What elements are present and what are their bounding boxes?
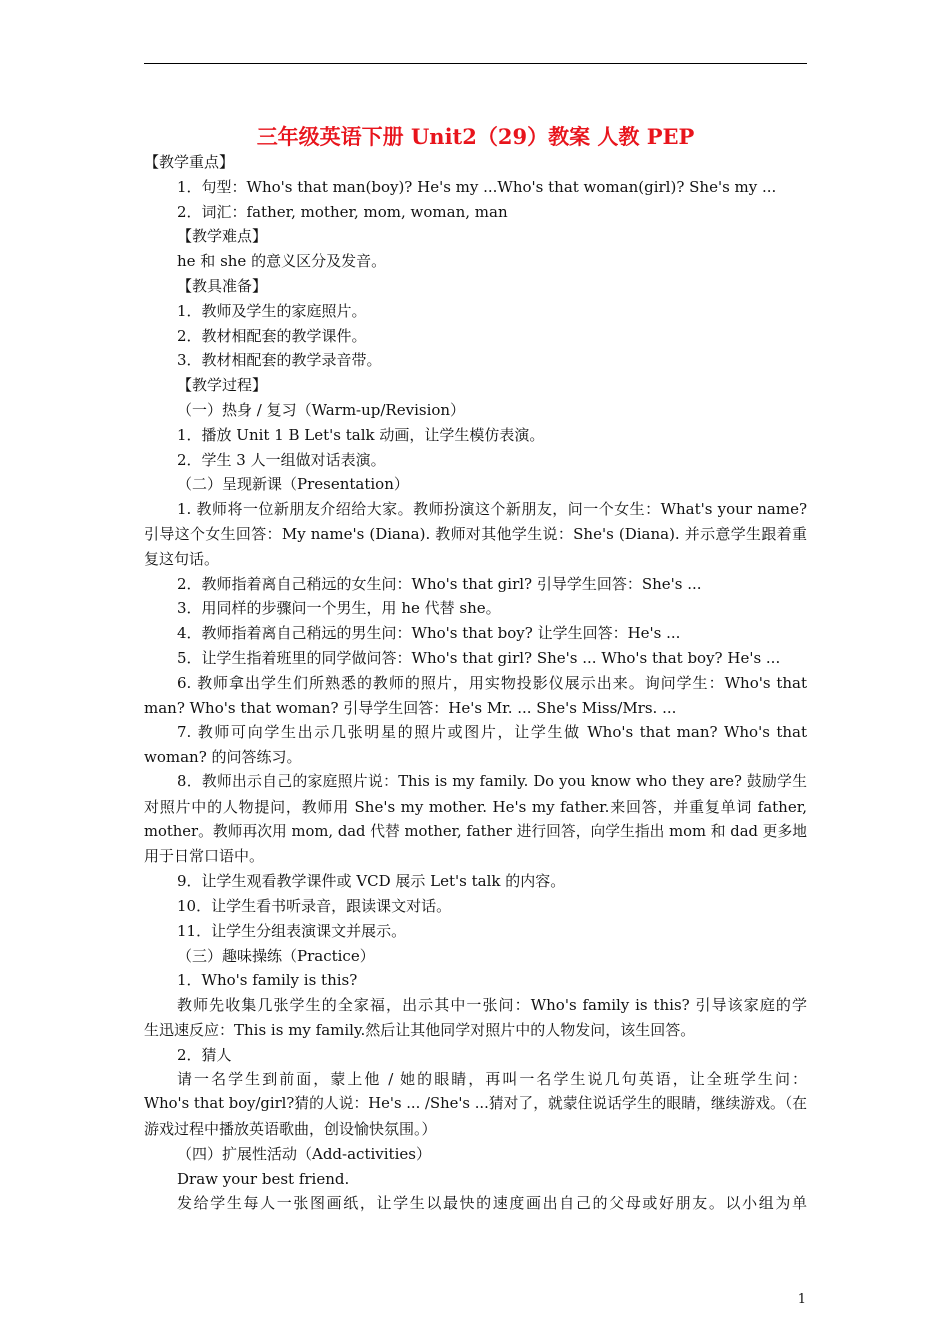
paragraph-line: woman? 的问答练习。: [144, 748, 302, 767]
paragraph-line: 4．教师指着离自己稍远的男生问：Who's that boy? 让学生回答：He's ...: [177, 624, 681, 643]
page-number: 1: [797, 1292, 806, 1307]
paragraph-line: 教师先收集几张学生的全家福，出示其中一张问：Who's family is this? 引导该家庭的学: [177, 996, 807, 1015]
subsection-heading: （四）扩展性活动（Add-activities）: [177, 1144, 431, 1163]
paragraph-line: 请一名学生到前面，蒙上他 / 她的眼睛，再叫一名学生说几句英语，让全班学生问：: [177, 1070, 807, 1089]
paragraph-line: Who's that boy/girl?猜的人说：He's ... /She's ...猜对了，就蒙住说话学生的眼睛，继续游戏。（在: [144, 1095, 807, 1113]
paragraph-line: 8．教师出示自己的家庭照片说：This is my family. Do you know who they are? 鼓励学生: [177, 772, 807, 790]
section-heading: 【教具准备】: [177, 276, 268, 295]
paragraph-line: 2．词汇：father, mother, mom, woman, man: [177, 202, 508, 221]
paragraph-line: 游戏过程中播放英语歌曲，创设愉快氛围。）: [144, 1120, 437, 1139]
paragraph-line: he 和 she 的意义区分及发音。: [177, 252, 387, 271]
paragraph-line: 10．让学生看书听录音，跟读课文对话。: [177, 896, 452, 915]
paragraph-line: 1. 教师将一位新朋友介绍给大家。教师扮演这个新朋友，问一个女生：What's your name?: [177, 500, 807, 519]
paragraph-line: 2．教材相配套的教学课件。: [177, 326, 367, 345]
subsection-heading: （二）呈现新课（Presentation）: [177, 475, 409, 494]
subsection-heading: （一）热身 / 复习（Warm-up/Revision）: [177, 400, 466, 419]
paragraph-line: 5．让学生指着班里的同学做问答：Who's that girl? She's ... Who's that boy? He's ...: [177, 648, 781, 667]
paragraph-line: 3．用同样的步骤问一个男生，用 he 代替 she。: [177, 599, 501, 618]
paragraph-line: man? Who's that woman? 引导学生回答：He's Mr. ... She's Miss/Mrs. ...: [144, 698, 677, 717]
paragraph-line: 对照片中的人物提问，教师用 She's my mother. He's my father.来回答，并重复单词 father,: [144, 797, 807, 816]
paragraph-line: 1．句型：Who's that man(boy)? He's my ...Who's that woman(girl)? She's my ...: [177, 177, 777, 196]
paragraph-line: 1．Who's family is this?: [177, 971, 358, 990]
section-heading: 【教学过程】: [177, 376, 268, 395]
subsection-heading: （三）趣味操练（Practice）: [177, 946, 375, 965]
paragraph-line: 生迅速反应：This is my family.然后让其他同学对照片中的人物发问，该生回答。: [144, 1020, 696, 1039]
paragraph-line: Draw your best friend.: [177, 1169, 350, 1188]
paragraph-line: 2．学生 3 人一组做对话表演。: [177, 450, 386, 469]
paragraph-line: 引导这个女生回答：My name's (Diana). 教师对其他学生说：She's (Diana). 并示意学生跟着重: [144, 524, 807, 543]
document-title: 三年级英语下册 Unit2（29）教案 人教 PEP: [256, 124, 695, 149]
paragraph-line: 1．播放 Unit 1 B Let's talk 动画，让学生模仿表演。: [177, 425, 545, 444]
paragraph-line: 1．教师及学生的家庭照片。: [177, 301, 367, 320]
paragraph-line: 11．让学生分组表演课文并展示。: [177, 921, 407, 940]
paragraph-line: mother。教师再次用 mom, dad 代替 mother, father 进行回答，向学生指出 mom 和 dad 更多地: [144, 822, 807, 840]
paragraph-line: 2．猜人: [177, 1045, 232, 1064]
document-body: [144, 150, 807, 1216]
paragraph-line: 发给学生每人一张图画纸，让学生以最快的速度画出自己的父母或好朋友。以小组为单: [177, 1194, 807, 1213]
paragraph-line: 用于日常口语中。: [144, 847, 265, 866]
paragraph-line: 6. 教师拿出学生们所熟悉的教师的照片，用实物投影仪展示出来。询问学生：Who's that: [177, 673, 807, 692]
section-heading: 【教学难点】: [177, 227, 268, 246]
paragraph-line: 3．教材相配套的教学录音带。: [177, 351, 382, 370]
paragraph-line: 7. 教师可向学生出示几张明星的照片或图片，让学生做 Who's that man? Who's that: [177, 723, 807, 742]
paragraph-line: 复这句话。: [144, 549, 220, 568]
paragraph-line: 9．让学生观看教学课件或 VCD 展示 Let's talk 的内容。: [177, 872, 566, 891]
section-heading: 【教学重点】: [144, 153, 235, 171]
header-rule: [144, 63, 807, 64]
paragraph-line: 2．教师指着离自己稍远的女生问：Who's that girl? 引导学生回答：She's ...: [177, 574, 702, 593]
